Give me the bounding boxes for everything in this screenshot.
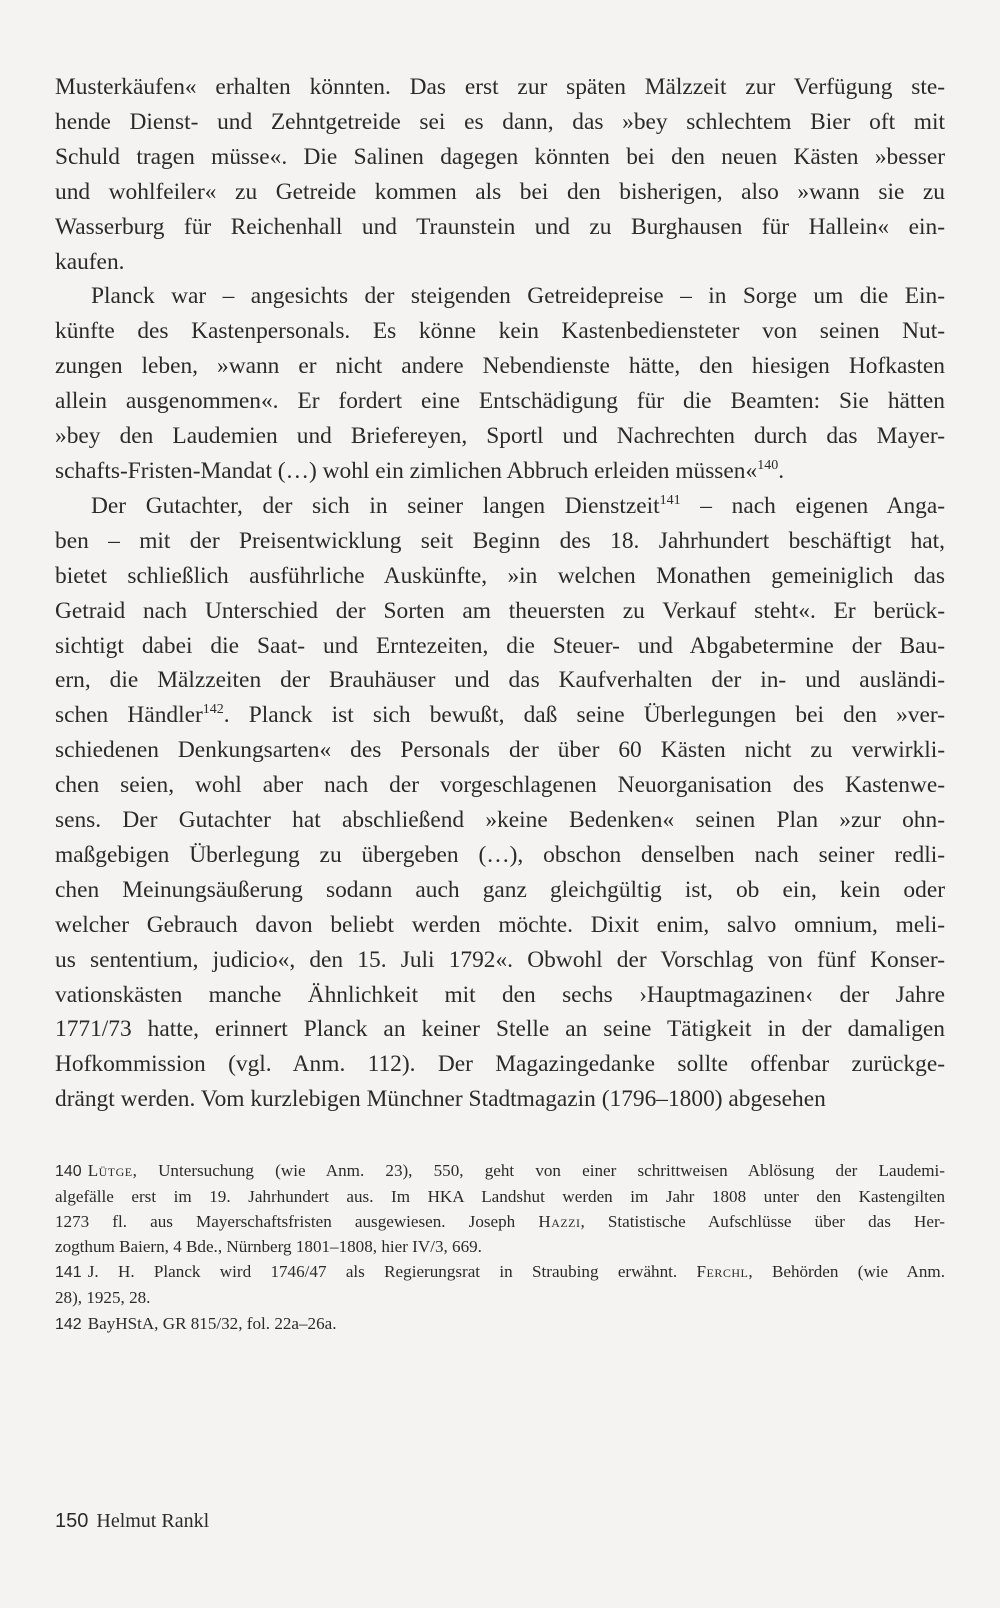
text-segment: schen Händler [55,702,203,729]
footnote-line [55,1158,945,1184]
page-footer [55,1508,209,1534]
text-line [55,698,945,733]
text-segment: J. H. Planck wird 1746/47 als Regierungsrat in Straubing erwähnt. [87,1262,697,1282]
text-line: »bey den Laudemien und Briefereyen, Sportl und Nachrechten durch das Mayer- [55,423,945,450]
footnote-ref-141[interactable]: 141 [659,492,681,508]
text-line: Getraid nach Unterschied der Sorten am theuersten zu Verkauf steht«. Er berück- [55,597,945,624]
text-line [55,489,945,524]
text-segment: , Untersuchung (wie Anm. 23), 550, geht von einer schrittweisen Ablösung der Laudemi- [132,1161,945,1180]
text-line: us sententium, judicio«, den 15. Juli 1792«. Obwohl der Vorschlag von fünf Konser- [55,946,945,973]
text-line: schiedenen Denkungsarten« des Personals der über 60 Kästen nicht zu verwirkli- [55,737,945,764]
text-line: vationskästen manche Ähnlichkeit mit den sechs ›Hauptmagazinen‹ der Jahre [55,981,945,1008]
text-line: und wohlfeiler« zu Getreide kommen als bei den bisherigen, also »wann sie zu [55,178,945,205]
text-line: bietet schließlich ausführliche Auskünfte, »in welchen Monathen gemeiniglich das [55,562,945,589]
footnote-line [55,1209,945,1234]
text-segment: , Behörden (wie Anm. [748,1262,945,1282]
text-segment: , Statistische Aufschlüsse über das Her- [580,1212,945,1232]
author-name: Lütge [87,1161,133,1180]
footnote-number: 140 [55,1163,82,1180]
footnote-142 [55,1311,945,1337]
text-line: 1771/73 hatte, erinnert Planck an keiner Stelle an seine Tätigkeit in der damaligen [55,1016,945,1043]
text-line [55,454,945,489]
page-number: 150 [55,1510,89,1532]
text-line: sens. Der Gutachter hat abschließend »keine Bedenken« seinen Plan »zur ohn- [55,807,945,834]
text-line: künfte des Kastenpersonals. Es könne kein Kastenbediensteter von seinen Nut- [55,318,945,345]
text-line: maßgebigen Überlegung zu übergeben (…), obschon denselben nach seiner redli- [55,841,945,868]
footnote-140 [55,1158,945,1259]
text-line: Schuld tragen müsse«. Die Salinen dagegen könnten bei den neuen Kästen »besser [55,143,945,170]
text-line: zungen leben, »wann er nicht andere Nebendienste hätte, den hiesigen Hofkasten [55,353,945,380]
footnote-141 [55,1259,945,1310]
text-line: allein ausgenommen«. Er fordert eine Entschädigung für die Beamten: Sie hätten [55,388,945,415]
author-name: Ferchl [696,1262,749,1282]
footnote-line: 28), 1925, 28. [55,1288,151,1308]
text-line: Hofkommission (vgl. Anm. 112). Der Magazingedanke sollte offenbar zurückge- [55,1051,945,1078]
text-line: ben – mit der Preisentwicklung seit Beginn des 18. Jahrhundert beschäftigt hat, [55,527,945,554]
text-line: Wasserburg für Reichenhall und Traunstein und zu Burghausen für Hallein« ein- [55,213,945,240]
text-line: drängt werden. Vom kurzlebigen Münchner Stadtmagazin (1796–1800) abgesehen [55,1086,826,1113]
text-segment: 1273 fl. aus Mayerschaftsfristen ausgewiesen. Joseph [55,1212,539,1232]
text-segment: . Planck ist sich bewußt, daß seine Überlegungen bei den »ver- [223,702,945,729]
text-line: sichtigt dabei die Saat- und Erntezeiten, die Steuer- und Abgabetermine der Bau- [55,632,945,659]
text-line: chen seien, wohl aber nach der vorgeschlagenen Neuorganisation des Kastenwe- [55,772,945,799]
text-line: hende Dienst- und Zehntgetreide sei es dann, das »bey schlechtem Bier oft mit [55,108,945,135]
text-line: chen Meinungsäußerung sodann auch ganz gleichgültig ist, ob ein, kein oder [55,876,945,903]
main-text [55,70,945,1117]
text-line: ern, die Mälzzeiten der Brauhäuser und das Kaufverhalten der in- und ausländi- [55,667,945,694]
footnotes [55,1158,945,1337]
text-segment: BayHStA, GR 815/32, fol. 22a–26a. [87,1313,337,1333]
text-segment: schafts-Fristen-Mandat (…) wohl ein zimlichen Abbruch erleiden müssen« [55,457,758,484]
footnote-line: zogthum Baiern, 4 Bde., Nürnberg 1801–1808, hier IV/3, 669. [55,1237,482,1257]
footnote-ref-140[interactable]: 140 [757,457,779,473]
text-line: Musterkäufen« erhalten könnten. Das erst zur späten Mälzzeit zur Verfügung ste- [55,74,945,100]
footnote-line: algefälle erst im 19. Jahrhundert aus. Im HKA Landshut werden im Jahr 1808 unter den Kastengilten [55,1187,945,1207]
running-author: Helmut Rankl [96,1510,210,1532]
text-segment: – nach eigenen Anga- [680,492,946,519]
text-segment: . [778,457,785,484]
footnote-line [55,1311,945,1337]
text-line: kaufen. [55,248,125,275]
footnote-number: 141 [55,1264,82,1282]
footnote-number: 142 [55,1315,82,1333]
footnote-ref-142[interactable]: 142 [202,702,224,718]
footnote-line [55,1259,945,1285]
text-segment: Der Gutachter, der sich in seiner langen Dienstzeit [91,492,660,519]
author-name: Hazzi [538,1212,581,1232]
text-line: welcher Gebrauch davon beliebt werden möchte. Dixit enim, salvo omnium, meli- [55,911,945,938]
text-line: Planck war – angesichts der steigenden Getreidepreise – in Sorge um die Ein- [91,283,945,310]
